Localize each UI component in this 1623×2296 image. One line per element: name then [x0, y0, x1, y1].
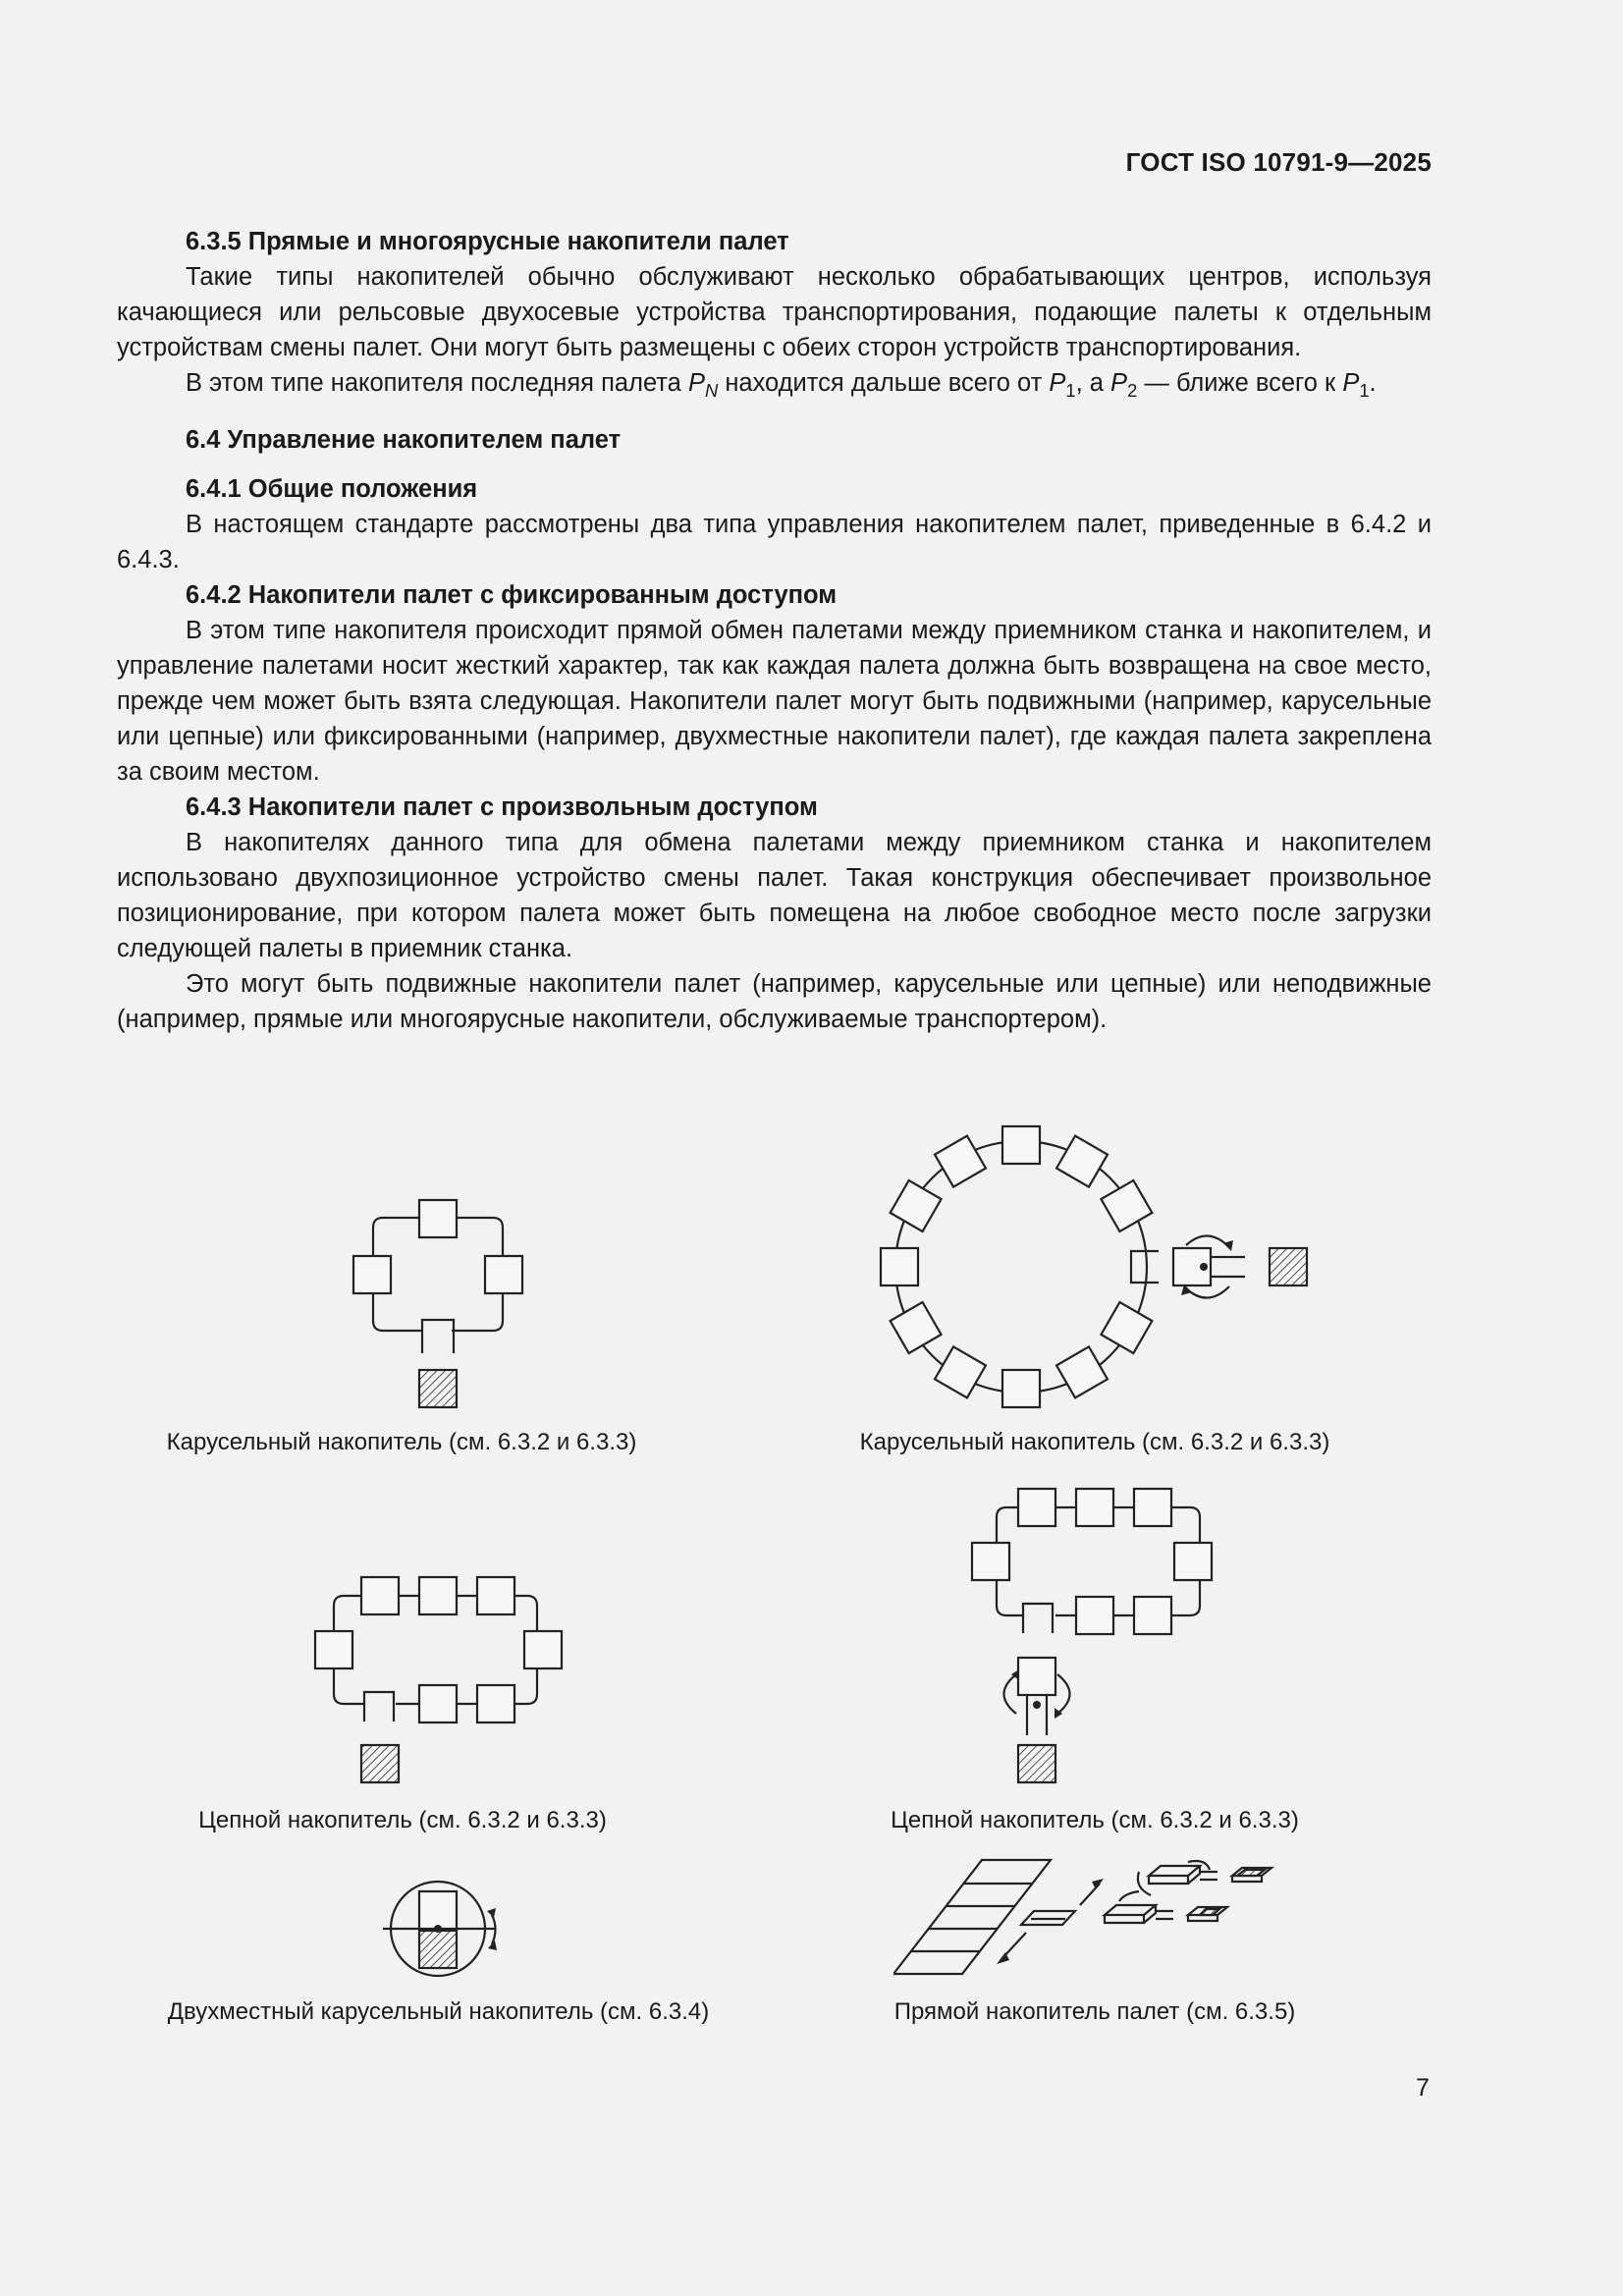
linear-storage-diagram: [893, 1856, 1316, 1984]
document-header: ГОСТ ISO 10791-9—2025: [1125, 147, 1432, 177]
section-6-4-3-paragraph-1: В накопителях данного типа для обмена палетами между приемником станка и накопителем использовано двухпозиционное устройство смены палет. Такая конструкция обеспечивает произвольное позиционирование, при котором палета может быть помещена на любое свободное место после загрузки следующей палеты в приемник станка.: [117, 829, 1432, 962]
carousel-small-diagram: [344, 1188, 540, 1414]
section-6-4-title: 6.4 Управление накопителем палет: [186, 426, 622, 454]
section-6-4-1-paragraph: В настоящем стандарте рассмотрены два типа управления накопителем палет, приведенные в 6.4.2 и 6.4.3.: [117, 511, 1432, 574]
caption-linear: Прямой накопитель палет (см. 6.3.5): [893, 1998, 1296, 2025]
caption-chain-right: Цепной накопитель (см. 6.3.2 и 6.3.3): [891, 1807, 1299, 1833]
two-station-diagram: [373, 1866, 530, 1984]
body-text: [117, 224, 1432, 1037]
caption-carousel-large: Карусельный накопитель (см. 6.3.2 и 6.3.3): [859, 1429, 1330, 1455]
carousel-large-diagram: [874, 1120, 1316, 1414]
section-6-3-5-title: 6.3.5 Прямые и многоярусные накопители палет: [186, 228, 789, 255]
section-6-4-1-title: 6.4.1 Общие положения: [186, 475, 478, 503]
caption-two-station: Двухместный карусельный накопитель (см. 6.3.4): [167, 1998, 710, 2025]
section-6-3-5-paragraph-2: В этом типе накопителя последняя палета $P_N$ находится дальше всего от $P_1$, а $P_2$ — ближе всего к $P_1$.: [186, 369, 1377, 402]
chain-right-diagram: [962, 1478, 1237, 1792]
section-6-3-5-paragraph-1: Такие типы накопителей обычно обслуживают несколько обрабатывающих центров, используя качающиеся или рельсовые двухосевые устройства транспортирования, подающие палеты к отдельным устройствам смены палет. Они могут быть размещены с обеих сторон устройств транспортирования.: [117, 263, 1432, 361]
caption-carousel-small: Карусельный накопитель (см. 6.3.2 и 6.3.3): [166, 1429, 637, 1455]
page-number: 7: [1416, 2074, 1430, 2102]
chain-left-diagram: [309, 1566, 574, 1792]
section-6-4-3-paragraph-2: Это могут быть подвижные накопители палет (например, карусельные или цепные) или неподвижные (например, прямые или многоярусные накопители, обслуживаемые транспортером).: [117, 970, 1432, 1033]
section-6-4-2-title: 6.4.2 Накопители палет с фиксированным доступом: [186, 581, 838, 609]
section-6-4-2-paragraph: В этом типе накопителя происходит прямой обмен палетами между приемником станка и накопителем, и управление палетами носит жесткий характер, так как каждая палета должна быть возвращена на свое место, прежде чем может быть взята следующая. Накопители палет могут быть подвижными (например, карусельные или цепные) или фиксированными (например, двухместные накопители палет), где каждая палета закреплена за своим местом.: [117, 617, 1432, 786]
section-6-4-3-title: 6.4.3 Накопители палет с произвольным доступом: [186, 793, 818, 821]
caption-chain-left: Цепной накопитель (см. 6.3.2 и 6.3.3): [198, 1807, 607, 1833]
